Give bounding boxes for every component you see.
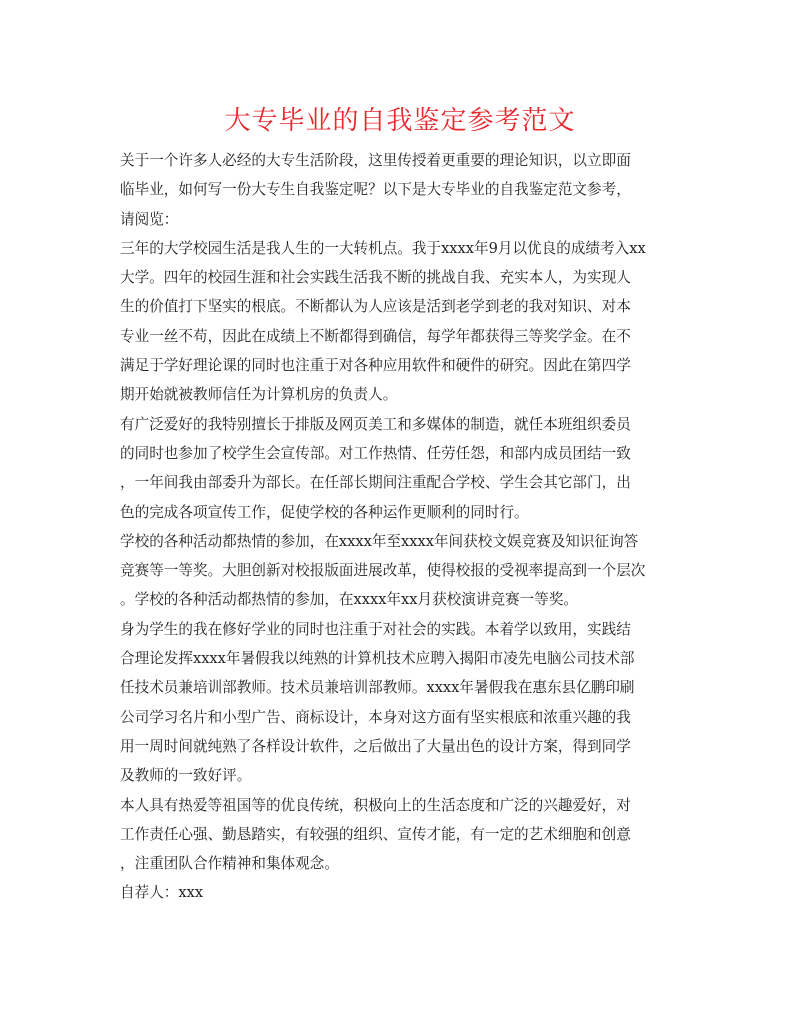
text-line: 竞赛等一等奖。大胆创新对校报版面进展改革，使得校报的受视率提高到一个层次 bbox=[120, 562, 646, 580]
text-line: 有广泛爱好的我特别擅长于排版及网页美工和多媒体的制造，就任本班组织委员 bbox=[120, 415, 631, 433]
text-line: 身为学生的我在修好学业的同时也注重于对社会的实践。本着学以致用，实践结 bbox=[120, 620, 631, 638]
text-line: 。学校的各种活动都热情的参加，在xxxx年xx月获校演讲竞赛一等奖。 bbox=[120, 591, 579, 609]
text-line: 合理论发挥xxxx年暑假我以纯熟的计算机技术应聘入揭阳市凌先电脑公司技术部 bbox=[120, 650, 635, 668]
text-line: ，一年间我由部委升为部长。在任部长期间注重配合学校、学生会其它部门，出 bbox=[120, 474, 631, 492]
text-line: 任技术员兼培训部教师。技术员兼培训部教师。xxxx年暑假我在惠东县亿鹏印刷 bbox=[120, 679, 635, 697]
text-line: 生的价值打下坚实的根底。不断都认为人应该是活到老学到老的我对知识、对本 bbox=[120, 298, 631, 316]
text-line: 本人具有热爱等祖国等的优良传统，积极向上的生活态度和广泛的兴趣爱好，对 bbox=[120, 796, 631, 814]
text-line: 关于一个许多人必经的大专生活阶段，这里传授着更重要的理论知识，以立即面 bbox=[120, 152, 631, 169]
text-line: 色的完成各项宣传工作，促使学校的各种运作更顺利的同时行。 bbox=[120, 503, 529, 521]
text-line: 专业一丝不苟，因此在成绩上不断都得到确信，每学年都获得三等奖学金。在不 bbox=[120, 327, 631, 345]
text-line: 期开始就被教师信任为计算机房的负责人。 bbox=[120, 386, 398, 404]
document-body bbox=[120, 146, 685, 908]
text-line: 公司学习名片和小型广告、商标设计，本身对这方面有坚实根底和浓重兴趣的我 bbox=[120, 708, 631, 726]
text-line: 用一周时间就纯熟了各样设计软件，之后做出了大量出色的设计方案，得到同学 bbox=[120, 737, 631, 755]
text-line: 学校的各种活动都热情的参加，在xxxx年至xxxx年间获校文娱竞赛及知识征询答 bbox=[120, 532, 639, 550]
text-line: 工作责任心强、勤恳踏实，有较强的组织、宣传才能，有一定的艺术细胞和创意 bbox=[120, 825, 631, 843]
text-line: 满足于学好理论课的同时也注重于对各种应用软件和硬件的研究。因此在第四学 bbox=[120, 357, 631, 375]
document-title: 大专毕业的自我鉴定参考范文 bbox=[224, 106, 576, 136]
text-line: 自荐人：xxx bbox=[120, 884, 204, 902]
text-line: 及教师的一致好评。 bbox=[120, 767, 252, 785]
text-line: 大学。四年的校园生涯和社会实践生活我不断的挑战自我、充实本人，为实现人 bbox=[120, 269, 631, 287]
text-line: 临毕业，如何写一份大专生自我鉴定呢？以下是大专毕业的自我鉴定范文参考， bbox=[120, 181, 631, 199]
text-line: 三年的大学校园生活是我人生的一大转机点。我于xxxx年9月以优良的成绩考入xx bbox=[120, 239, 646, 257]
text-line: 请阅览： bbox=[120, 210, 179, 228]
text-line: 的同时也参加了校学生会宣传部。对工作热情、任劳任怨，和部内成员团结一致 bbox=[120, 444, 631, 462]
text-line: ，注重团队合作精神和集体观念。 bbox=[120, 855, 339, 873]
